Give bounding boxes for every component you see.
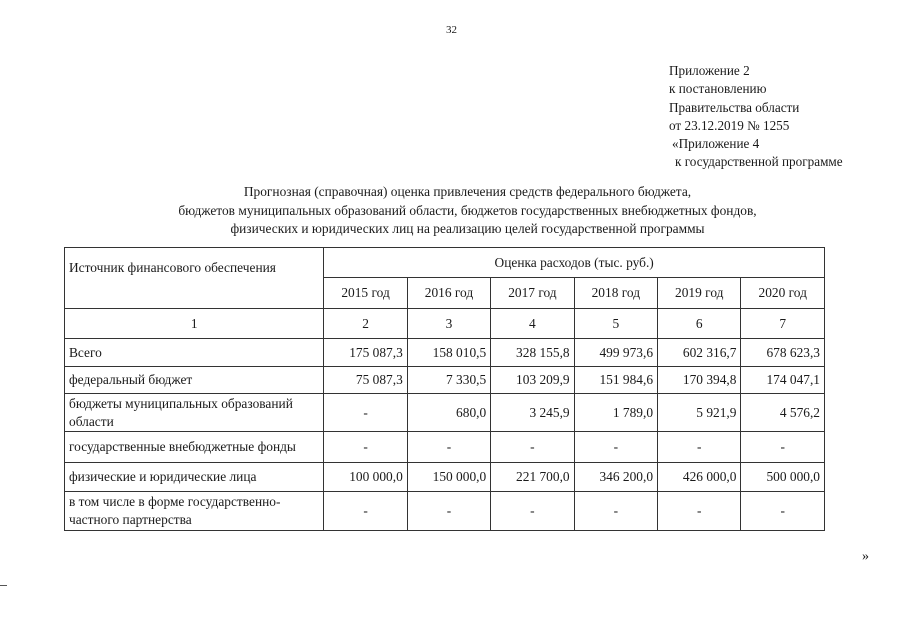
row-label: федеральный бюджет xyxy=(65,367,324,394)
column-numbers-row xyxy=(65,309,825,339)
year-header: 2018 год xyxy=(574,278,657,309)
table-cell: 175 087,3 xyxy=(324,339,407,367)
table-cell: 7 330,5 xyxy=(407,367,490,394)
title-line-1: Прогнозная (справочная) оценка привлечения средств федерального бюджета, xyxy=(243,184,692,199)
column-number: 3 xyxy=(407,309,490,339)
table-cell: 150 000,0 xyxy=(407,463,490,492)
column-number: 7 xyxy=(741,309,825,339)
estimate-header: Оценка расходов (тыс. руб.) xyxy=(324,248,825,278)
table-row xyxy=(65,463,825,492)
table-header-row xyxy=(65,248,825,278)
table-cell: - xyxy=(658,432,741,463)
appendix-line-5: «Приложение 4 xyxy=(672,136,760,152)
table-cell: 174 047,1 xyxy=(741,367,825,394)
table-cell: 426 000,0 xyxy=(658,463,741,492)
table-row xyxy=(65,339,825,367)
table-cell: - xyxy=(407,432,490,463)
appendix-block xyxy=(669,62,843,172)
row-label: государственные внебюджетные фонды xyxy=(65,432,324,463)
table-cell: 100 000,0 xyxy=(324,463,407,492)
document-title xyxy=(100,183,835,239)
source-header: Источник финансового обеспечения xyxy=(65,248,324,309)
table-cell: 499 973,6 xyxy=(574,339,657,367)
table-cell: - xyxy=(324,394,407,432)
page-number: 32 xyxy=(446,24,457,36)
appendix-line-6: к государственной программе xyxy=(675,154,843,170)
table-cell: - xyxy=(574,492,657,531)
table-cell: 5 921,9 xyxy=(658,394,741,432)
column-number: 6 xyxy=(658,309,741,339)
appendix-line-3: Правительства области xyxy=(669,99,800,115)
appendix-line-4: от 23.12.2019 № 1255 xyxy=(669,117,790,133)
table-cell: 1 789,0 xyxy=(574,394,657,432)
table-cell: - xyxy=(741,492,825,531)
table-cell: - xyxy=(491,492,574,531)
table-cell: 3 245,9 xyxy=(491,394,574,432)
table-cell: 500 000,0 xyxy=(741,463,825,492)
table-row xyxy=(65,394,825,432)
table-cell: 346 200,0 xyxy=(574,463,657,492)
table-cell: 170 394,8 xyxy=(658,367,741,394)
margin-mark xyxy=(0,585,7,586)
title-line-3: физических и юридических лиц на реализацию целей государственной программы xyxy=(230,221,705,236)
table-cell: - xyxy=(324,432,407,463)
table-cell: 151 984,6 xyxy=(574,367,657,394)
closing-quote: » xyxy=(862,549,869,564)
appendix-line-2: к постановлению xyxy=(669,81,767,97)
table-cell: - xyxy=(407,492,490,531)
year-header: 2015 год xyxy=(324,278,407,309)
table-cell: - xyxy=(574,432,657,463)
year-header: 2017 год xyxy=(491,278,574,309)
table-cell: - xyxy=(658,492,741,531)
table-cell: 602 316,7 xyxy=(658,339,741,367)
table-cell: 158 010,5 xyxy=(407,339,490,367)
row-label: бюджеты муниципальных образований области xyxy=(65,394,324,432)
row-label: физические и юридические лица xyxy=(65,463,324,492)
row-label: в том числе в форме государственно-частного партнерства xyxy=(65,492,324,531)
table-cell: 680,0 xyxy=(407,394,490,432)
title-line-2: бюджетов муниципальных образований области, бюджетов государственных внебюджетных фондов, xyxy=(178,202,757,218)
table-cell: 328 155,8 xyxy=(491,339,574,367)
table-cell: - xyxy=(741,432,825,463)
column-number: 2 xyxy=(324,309,407,339)
table-cell: - xyxy=(324,492,407,531)
year-header: 2016 год xyxy=(407,278,490,309)
table-cell: - xyxy=(491,432,574,463)
column-number: 4 xyxy=(491,309,574,339)
appendix-line-1: Приложение 2 xyxy=(669,63,750,78)
row-label: Всего xyxy=(65,339,324,367)
table-row xyxy=(65,432,825,463)
column-number: 5 xyxy=(574,309,657,339)
table-cell: 103 209,9 xyxy=(491,367,574,394)
year-header: 2019 год xyxy=(658,278,741,309)
table-cell: 678 623,3 xyxy=(741,339,825,367)
table-row xyxy=(65,367,825,394)
financing-table xyxy=(64,247,825,531)
table-row xyxy=(65,492,825,531)
year-header: 2020 год xyxy=(741,278,825,309)
table-cell: 221 700,0 xyxy=(491,463,574,492)
column-number: 1 xyxy=(65,309,324,339)
table-cell: 75 087,3 xyxy=(324,367,407,394)
table-cell: 4 576,2 xyxy=(741,394,825,432)
